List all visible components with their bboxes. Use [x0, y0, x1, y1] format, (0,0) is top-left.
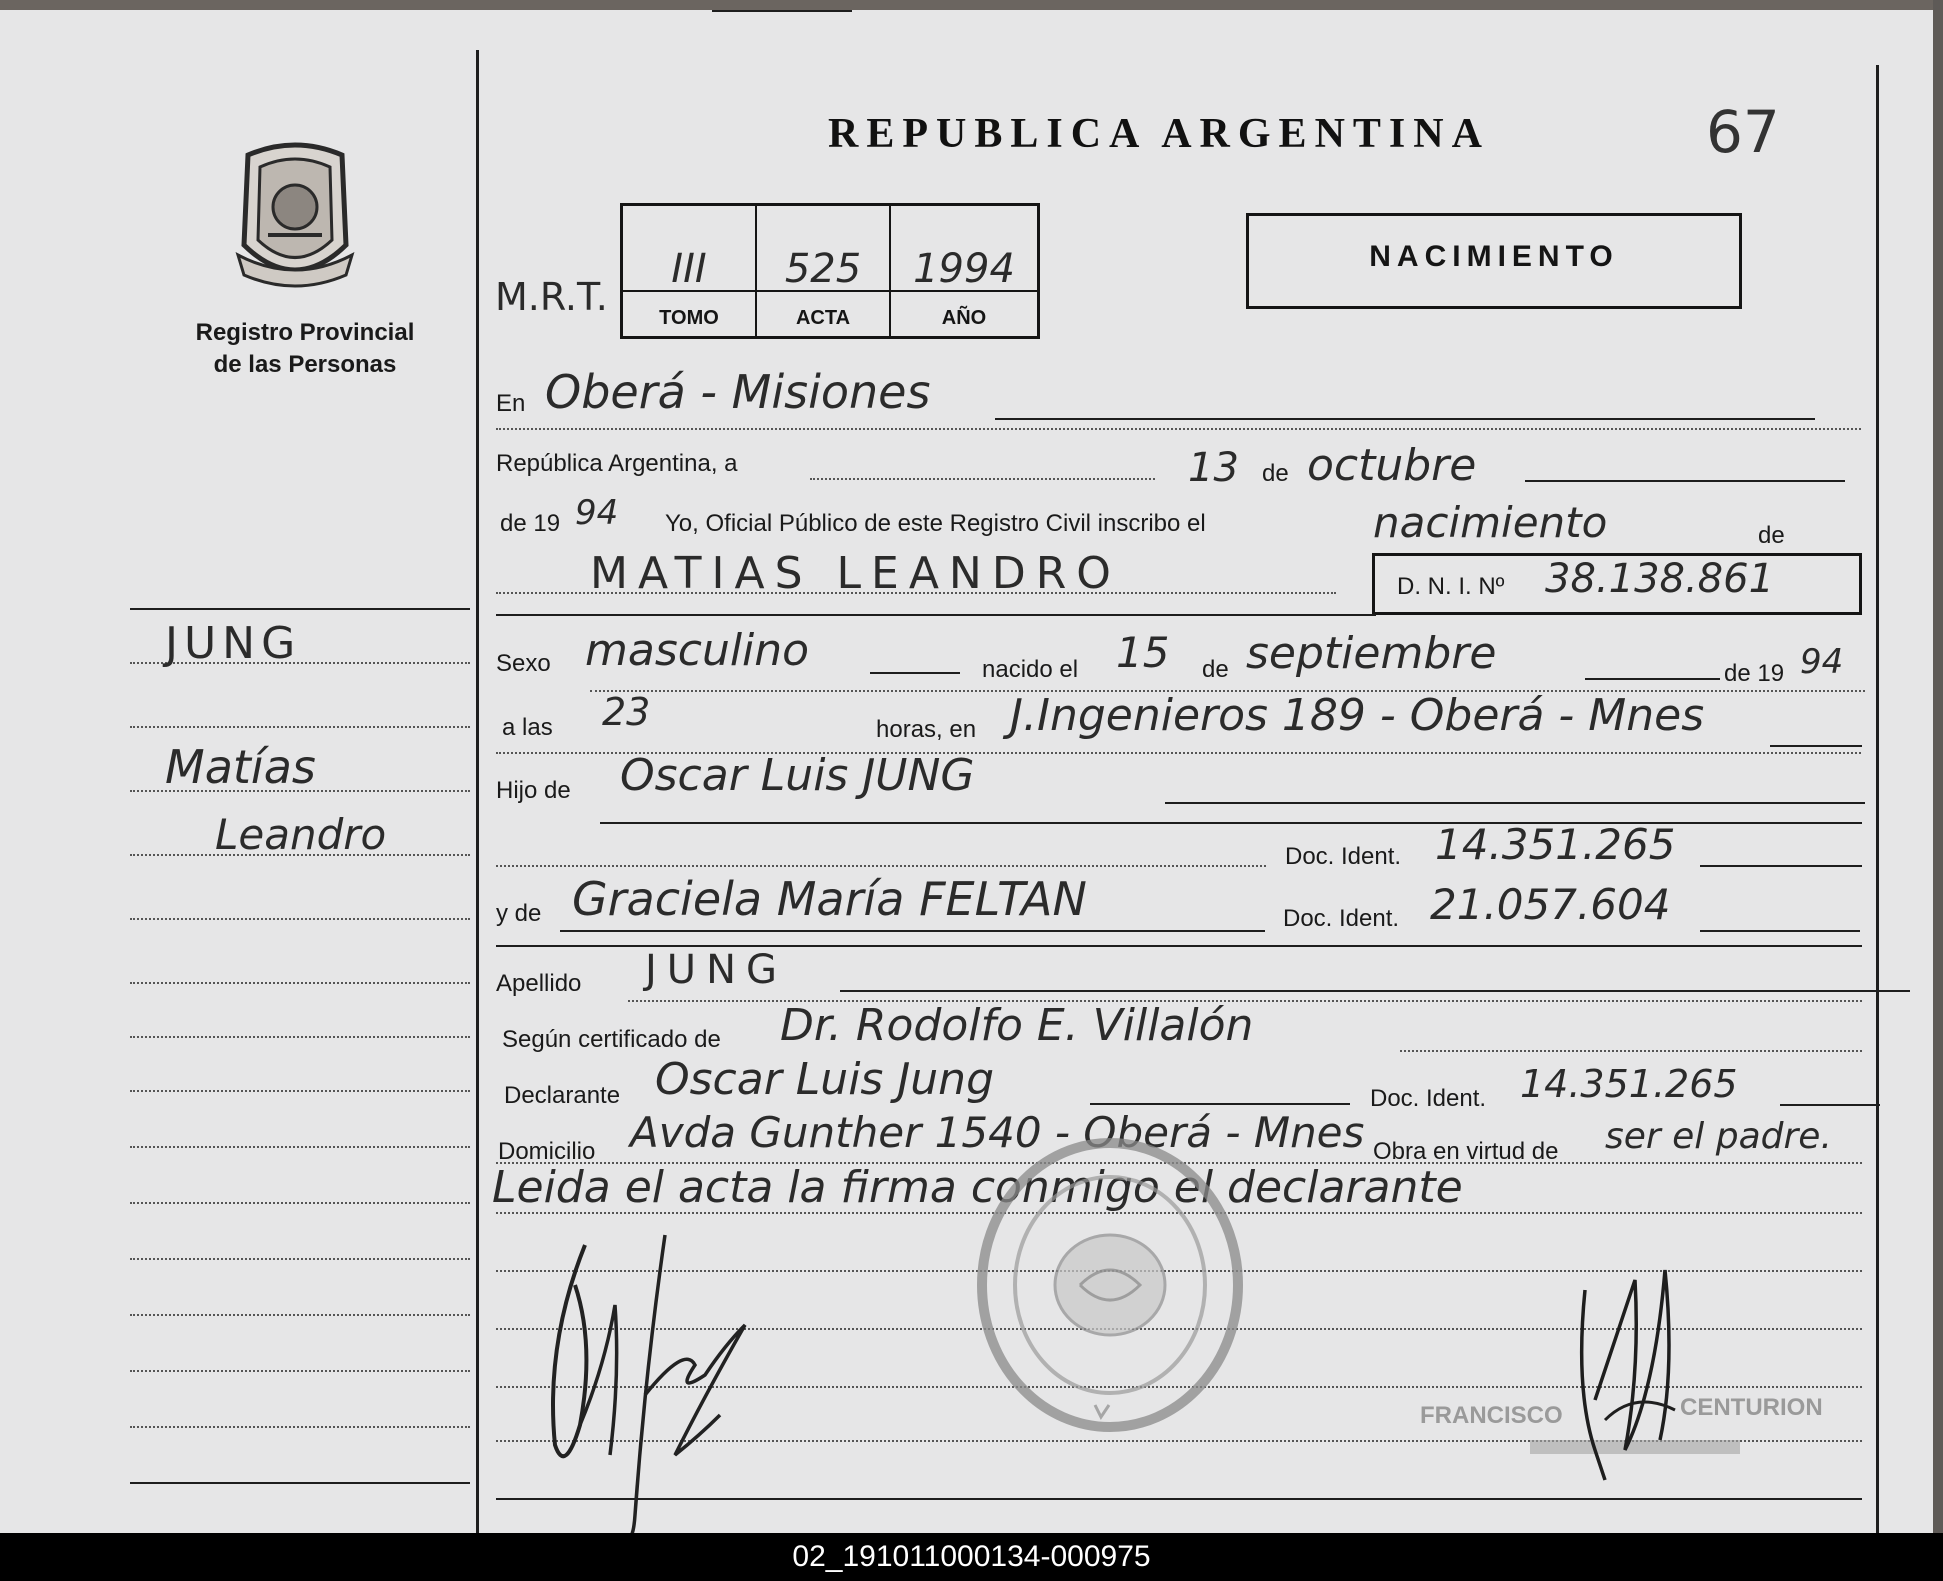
sexo-line	[870, 672, 960, 674]
year-suffix: 94	[575, 493, 619, 533]
declarant-signature	[525, 1225, 765, 1545]
obra-label: Obra en virtud de	[1373, 1138, 1559, 1165]
hijo-label: Hijo de	[496, 777, 571, 804]
margin-surname: JUNG	[165, 618, 302, 669]
dni-value: 38.138.861	[1545, 556, 1775, 602]
mother-name: Graciela María FELTAN	[572, 872, 1087, 926]
declarante-doc-value: 14.351.265	[1520, 1062, 1738, 1106]
registry-name	[180, 317, 430, 381]
month-value: octubre	[1307, 440, 1477, 491]
margin-dotline	[130, 1370, 470, 1372]
acta-caption: ACTA	[795, 307, 851, 329]
tomo-cell	[623, 206, 757, 336]
apellido-label: Apellido	[496, 970, 582, 997]
registry-number-table	[620, 203, 1040, 339]
child-name-dotline	[496, 592, 1336, 594]
declarante-label: Declarante	[504, 1082, 621, 1109]
margin-rule	[130, 1482, 470, 1484]
official-signature	[1565, 1250, 1695, 1490]
hour-value: 23	[602, 690, 651, 734]
margin-dotline	[130, 982, 470, 984]
official-first-name: FRANCISCO	[1420, 1402, 1563, 1429]
margin-given-name-2: Leandro	[215, 810, 387, 859]
misiones-seal	[228, 135, 362, 295]
domicilio-label: Domicilio	[498, 1138, 596, 1165]
oficial-text: Yo, Oficial Público de este Registro Civil inscribo el	[665, 510, 1206, 537]
child-name: MATIAS LEANDRO	[590, 548, 1121, 599]
event-value: nacimiento	[1373, 498, 1608, 547]
birth-month: septiembre	[1246, 628, 1497, 679]
obra-value: ser el padre.	[1605, 1116, 1832, 1157]
folio-number: 67	[1706, 98, 1780, 166]
father-doc-dotline	[496, 865, 1266, 867]
margin-rule	[130, 608, 470, 610]
dni-label: D. N. I. Nº	[1397, 573, 1505, 600]
year-prefix: de 19	[500, 510, 561, 537]
tomo-caption: TOMO	[659, 307, 719, 329]
margin-given-name-1: Matías	[165, 740, 316, 794]
acta-value: 525	[784, 246, 862, 292]
nacimiento-box	[1246, 213, 1742, 309]
apellido-value: JUNG	[645, 947, 787, 993]
registry-name-line1: Registro Provincial	[195, 319, 415, 346]
father-doc-line	[1700, 865, 1862, 867]
de-label-3: de	[1202, 656, 1229, 683]
hour-line	[712, 10, 852, 12]
yde-label: y de	[496, 900, 542, 927]
de-label-2: de	[1758, 522, 1785, 549]
ano-caption: AÑO	[941, 307, 987, 329]
margin-dotline	[130, 1426, 470, 1428]
birth-year-suffix: 94	[1800, 642, 1844, 682]
document-page	[0, 10, 1943, 1533]
mother-doc-value: 21.057.604	[1430, 880, 1671, 929]
date-dotline	[810, 478, 1155, 480]
certificado-dotline	[1400, 1050, 1862, 1052]
declarante-doc-label: Doc. Ident.	[1370, 1085, 1487, 1112]
margin-dotline	[130, 918, 470, 920]
place-line	[995, 418, 1815, 420]
father-doc-value: 14.351.265	[1435, 820, 1676, 869]
nacido-label: nacido el	[982, 656, 1079, 683]
acta-cell	[757, 206, 891, 336]
father-doc-label: Doc. Ident.	[1285, 843, 1402, 870]
mother-doc-line	[1700, 930, 1860, 932]
mother-doc-label: Doc. Ident.	[1283, 905, 1400, 932]
image-code-footer: 02_191011000134-000975	[0, 1533, 1943, 1581]
declarante-doc-line	[1780, 1104, 1880, 1106]
margin-dotline	[130, 726, 470, 728]
place-dotline	[496, 428, 1861, 430]
declarante-value: Oscar Luis Jung	[655, 1054, 995, 1105]
domicilio-value: Avda Gunther 1540 - Oberá - Mnes	[630, 1108, 1365, 1157]
margin-dotline	[130, 1258, 470, 1260]
alas-label: a las	[502, 714, 553, 741]
segun-label: Según certificado de	[502, 1026, 721, 1053]
sexo-value: masculino	[585, 625, 810, 676]
declarante-line	[1090, 1103, 1350, 1105]
margin-dotline	[130, 1314, 470, 1316]
section-rule	[496, 614, 1376, 616]
birth-day: 15	[1116, 628, 1170, 677]
sexo-label: Sexo	[496, 650, 551, 677]
ano-value: 1994	[913, 246, 1015, 292]
birth-month-line	[1585, 678, 1720, 680]
page-edge	[1933, 0, 1943, 1533]
margin-dotline	[130, 1036, 470, 1038]
day-value: 13	[1188, 445, 1239, 491]
place-value: Oberá - Misiones	[545, 365, 931, 419]
birth-year-prefix: de 19	[1724, 660, 1785, 687]
registry-name-line2: de las Personas	[213, 351, 397, 378]
mother-line	[560, 930, 1265, 932]
right-border	[1876, 65, 1879, 1533]
certificado-value: Dr. Rodolfo E. Villalón	[780, 1000, 1254, 1051]
document-title: REPUBLICA ARGENTINA	[828, 111, 1490, 157]
dni-box	[1372, 553, 1862, 615]
apellido-line	[840, 990, 1910, 992]
official-surname: CENTURION	[1680, 1394, 1823, 1421]
mrt-label: M.R.T.	[495, 275, 608, 319]
birth-place-line	[1770, 745, 1862, 747]
horas-label: horas, en	[876, 716, 977, 743]
republica-label: República Argentina, a	[496, 450, 738, 477]
father-line	[1165, 802, 1865, 804]
closing-statement: Leida el acta la firma conmigo el declarante	[492, 1162, 1463, 1213]
en-label: En	[496, 390, 526, 417]
margin-dotline	[130, 1202, 470, 1204]
column-divider	[476, 50, 479, 1533]
ano-cell	[891, 206, 1037, 336]
margin-dotline	[130, 1146, 470, 1148]
margin-dotline	[130, 1090, 470, 1092]
birth-place: J.Ingenieros 189 - Oberá - Mnes	[1010, 690, 1705, 741]
father-name: Oscar Luis JUNG	[620, 750, 975, 801]
official-stamp	[975, 1135, 1245, 1435]
document-type: NACIMIENTO	[1369, 240, 1619, 273]
de-label-1: de	[1262, 460, 1289, 487]
month-line	[1525, 480, 1845, 482]
tomo-value: III	[671, 246, 707, 292]
